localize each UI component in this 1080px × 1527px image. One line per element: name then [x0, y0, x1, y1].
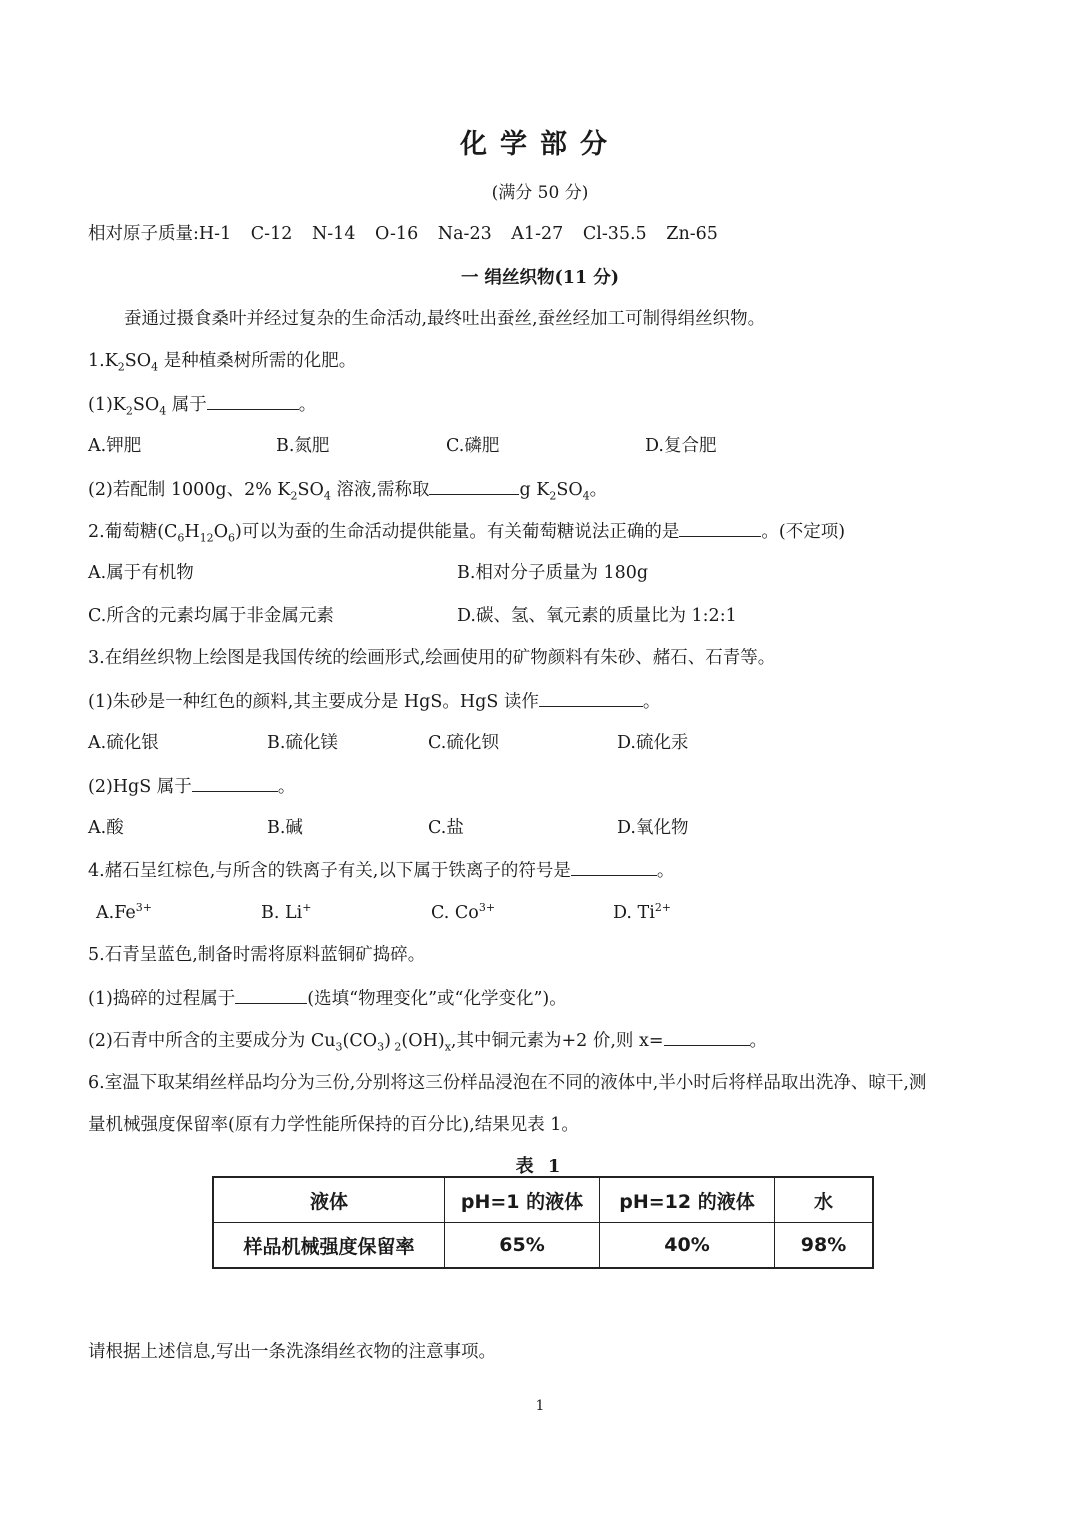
question-3-stem: 3.在绢丝织物上绘图是我国传统的绘画形式,绘画使用的矿物颜料有朱砂、赭石、石青等。 [88, 648, 776, 668]
atomic-mass-item: N-14 [311, 224, 356, 244]
q3-p1-text: (1)朱砂是一种红色的颜料,其主要成分是 HgS。HgS 读作 [88, 692, 539, 712]
atomic-mass-item: C-12 [250, 224, 293, 244]
ion-symbol: D. Ti [613, 903, 655, 923]
atomic-masses-line [88, 222, 718, 246]
ion-symbol: C. Co [431, 903, 479, 923]
option-text [613, 901, 671, 925]
option-text: B.相对分子质量为 180g [457, 563, 649, 583]
ion-charge: 3+ [135, 901, 152, 915]
ion-charge: + [302, 901, 312, 915]
question-6-stem-line-1: 6.室温下取某绢丝样品均分为三份,分别将这三份样品浸泡在不同的液体中,半小时后将样品取出洗净、晾干,测 [88, 1073, 927, 1093]
question-3-part-1 [88, 689, 660, 714]
table-cell: 65% [445, 1223, 600, 1269]
q1-p2-text: g K [519, 480, 550, 500]
option-text: D.复合肥 [645, 436, 717, 456]
atomic-mass-item: A1-27 [511, 224, 564, 244]
question-1-part-2: (2)若配制 1000g、2% $K_2SO_4$ 溶液,需称取 g $K_2SO_4$。 [88, 477, 607, 502]
option-text: A.属于有机物 [88, 563, 194, 583]
q1-p1-text: 属于 [171, 395, 207, 415]
option-text: C.盐 [428, 818, 464, 838]
question-5-part-2: (2)石青中所含的主要成分为 $Cu_3(CO_3)$ $_2(OH)_x$,其中铜元素为+2 价,则 x= 。 [88, 1028, 767, 1053]
answer-blank[interactable] [539, 689, 643, 707]
option-text [431, 901, 495, 925]
option-text: D.氧化物 [617, 818, 689, 838]
q1-text: 是种植桑树所需的化肥。 [163, 351, 357, 371]
q2-text: O [213, 522, 229, 542]
table-cell: 98% [775, 1223, 874, 1269]
question-5-part-1 [88, 986, 567, 1011]
question-2-stem: 2.葡萄糖$(C_6H_{12}O_6)$可以为蚕的生命活动提供能量。有关葡萄糖说法正确的是 。(不定项) [88, 519, 845, 544]
option-text: D.碳、氢、氧元素的质量比为 1:2:1 [457, 606, 737, 626]
question-4-stem [88, 858, 674, 883]
q3-p2-text: (2)HgS 属于 [88, 777, 192, 797]
table-header-cell: pH=12 的液体 [600, 1177, 775, 1223]
table-caption: 表 1 [515, 1156, 565, 1177]
atomic-mass-item: Na-23 [437, 224, 492, 244]
q3-p2-end: 。 [277, 777, 296, 797]
atomic-mass-item: Cl-35.5 [582, 224, 647, 244]
q1-p2-end: 。 [589, 480, 608, 500]
q4-text: 4.赭石呈红棕色,与所含的铁离子有关,以下属于铁离子的符号是 [88, 861, 571, 881]
answer-blank[interactable] [235, 986, 307, 1004]
page-number: 1 [535, 1398, 545, 1414]
answer-blank[interactable] [571, 858, 657, 876]
option-text: C.磷肥 [446, 436, 500, 456]
option-text: B.硫化镁 [267, 733, 338, 753]
answer-blank[interactable] [207, 392, 299, 410]
ion-symbol: B. Li [261, 903, 303, 923]
atomic-mass-item: O-16 [375, 224, 419, 244]
q3-p1-end: 。 [642, 692, 661, 712]
q5-p2-text: (OH) [401, 1031, 445, 1051]
q2-end: 。(不定项) [761, 522, 846, 542]
question-1-stem: $1.K_2SO_4$ 是种植桑树所需的化肥。 [88, 351, 357, 374]
atomic-masses-label: 相对原子质量: [88, 224, 199, 244]
option-text [96, 901, 152, 925]
q5-p1-end: (选填“物理变化”或“化学变化”)。 [307, 989, 567, 1009]
q2-text: 2.葡萄糖(C [88, 522, 178, 542]
ion-charge: 3+ [478, 901, 496, 915]
answer-blank[interactable] [192, 774, 278, 792]
answer-blank[interactable] [679, 519, 761, 537]
q4-end: 。 [656, 861, 675, 881]
atomic-mass-item: H-1 [198, 224, 232, 244]
section-heading: 一 绢丝织物(11 分) [460, 268, 620, 288]
question-6-prompt: 请根据上述信息,写出一条洗涤绢丝衣物的注意事项。 [88, 1342, 497, 1362]
q1-p2-text: (2)若配制 1000g、2% K [88, 480, 291, 500]
q5-p1-text: (1)捣碎的过程属于 [88, 989, 236, 1009]
ion-symbol: A.Fe [96, 903, 136, 923]
q2-text: )可以为蚕的生命活动提供能量。有关葡萄糖说法正确的是 [235, 522, 680, 542]
question-6-stem-line-2: 量机械强度保留率(原有力学性能所保持的百分比),结果见表 1。 [88, 1115, 579, 1135]
table-header-cell: pH=1 的液体 [445, 1177, 600, 1223]
q5-p2-text: (2)石青中所含的主要成分为 Cu [88, 1031, 336, 1051]
table-header-row [213, 1177, 873, 1223]
option-text: C.硫化钡 [428, 733, 499, 753]
table-header-cell: 水 [775, 1177, 874, 1223]
answer-blank[interactable] [429, 477, 519, 495]
ion-charge: 2+ [654, 901, 672, 915]
option-text: B.氮肥 [276, 436, 330, 456]
q5-p2-end: 。 [749, 1031, 767, 1051]
option-text: D.硫化汞 [617, 733, 689, 753]
option-text: A.酸 [88, 818, 124, 838]
table-cell: 40% [600, 1223, 775, 1269]
q2-text: H [184, 522, 200, 542]
question-5-stem: 5.石青呈蓝色,制备时需将原料蓝铜矿捣碎。 [88, 945, 426, 965]
atomic-mass-item: Zn-65 [666, 224, 718, 244]
option-text: A.硫化银 [88, 733, 159, 753]
answer-blank[interactable] [664, 1028, 750, 1046]
question-3-part-2 [88, 774, 295, 799]
q1-text: 1.K [88, 351, 118, 371]
option-text [261, 901, 311, 925]
q5-p2-text: ) [384, 1031, 391, 1051]
question-1-part-1: $(1)K_2SO_4$ 属于 。 [88, 392, 316, 417]
table-row [213, 1223, 873, 1269]
option-text: B.碱 [267, 818, 303, 838]
q1-p1-end: 。 [298, 395, 317, 415]
results-table [212, 1176, 874, 1269]
full-marks-note: (满分 50 分) [491, 183, 589, 203]
page-title: 化学部分 [460, 129, 620, 160]
q1-p1-text: (1)K [88, 395, 126, 415]
q1-p2-text: 溶液,需称取 [336, 480, 430, 500]
q5-p2-text: (CO [342, 1031, 378, 1051]
table-cell: 样品机械强度保留率 [213, 1223, 445, 1269]
intro-paragraph: 蚕通过摄食桑叶并经过复杂的生命活动,最终吐出蚕丝,蚕丝经加工可制得绢丝织物。 [124, 309, 766, 329]
option-text: C.所含的元素均属于非金属元素 [88, 606, 334, 626]
q5-p2-text: ,其中铜元素为+2 价,则 x= [450, 1031, 664, 1051]
table-header-cell: 液体 [213, 1177, 445, 1223]
option-text: A.钾肥 [88, 436, 142, 456]
